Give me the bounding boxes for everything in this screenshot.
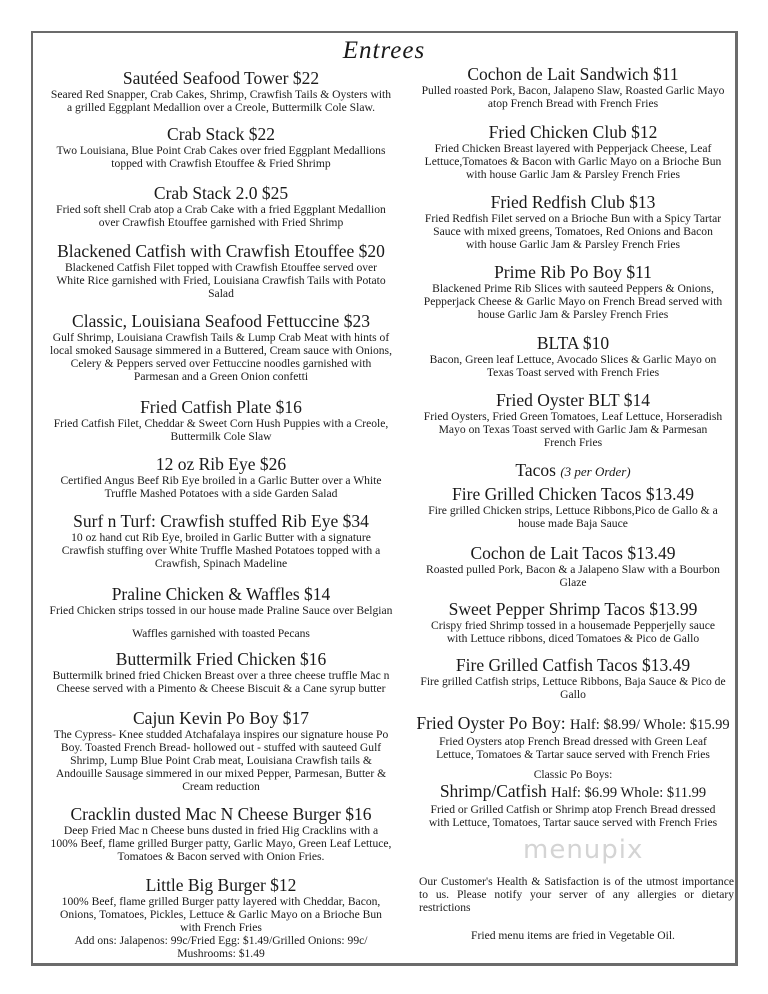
menu-item-description: atop French Bread with French Fries xyxy=(487,97,659,110)
menu-item-description: Shrimp, Lump Blue Point Crab meat, Louisiana Crawfish tails & xyxy=(70,754,372,767)
menu-item-name: Cracklin dusted Mac N Cheese Burger $16 xyxy=(70,804,372,824)
menu-item-name: Crab Stack 2.0 $25 xyxy=(153,183,289,203)
menu-item-description: French Fries xyxy=(543,436,603,449)
menu-item-description: over Crawfish Etouffee garnished with Fried Shrimp xyxy=(98,216,344,229)
menu-item-title xyxy=(413,192,733,212)
menu-item-title xyxy=(413,781,733,803)
menu-item-title xyxy=(35,804,407,824)
menu-item xyxy=(35,397,407,443)
menu-item-description: Cream reduction xyxy=(182,780,260,793)
menu-item xyxy=(413,64,733,110)
menu-item-name: Buttermilk Fried Chicken $16 xyxy=(115,649,327,669)
menu-item-description: Fire grilled Chicken strips, Lettuce Ribbons,Pico de Gallo & a xyxy=(428,504,718,517)
menu-item-name: Crab Stack $22 xyxy=(167,124,275,144)
menu-item-name: Blackened Catfish with Crawfish Etouffee $20 xyxy=(57,241,385,261)
menu-item xyxy=(413,333,733,379)
menu-item-title xyxy=(413,460,733,482)
menu-item xyxy=(35,454,407,500)
menu-item xyxy=(413,599,733,645)
menu-item-description: Celery & Peppers served over Fettuccine noodles garnished with xyxy=(70,357,372,370)
menu-item-description: Salad xyxy=(208,287,234,300)
menu-item-title xyxy=(413,262,733,282)
menu-item-description: Fried Catfish Filet, Cheddar & Sweet Corn Hush Puppies with a Creole, xyxy=(53,417,389,430)
menu-item-name: Fried Oyster BLT $14 xyxy=(495,390,651,410)
menu-item xyxy=(35,68,407,114)
menu-item-description: a grilled Eggplant Medallion over a Creole, Buttermilk Cole Slaw. xyxy=(66,101,376,114)
menu-item-description: Onions, Tomatoes, Pickles, Lettuce & Garlic Mayo on a Brioche Bun xyxy=(60,908,382,921)
menu-item-description: Crispy fried Shrimp tossed in a housemade Pepperjelly sauce xyxy=(431,619,715,632)
menu-item-description: Truffle Mashed Potatoes with a side Garden Salad xyxy=(104,487,338,500)
menupix-watermark: menupix xyxy=(523,835,644,865)
menu-item-title xyxy=(413,390,733,410)
menu-item-description: 10 oz hand cut Rib Eye, broiled in Garlic Butter with a signature xyxy=(71,531,371,544)
menu-item-name: Tacos xyxy=(515,460,561,480)
section-heading-entrees: Entrees xyxy=(342,37,426,64)
menu-item-description: Fire grilled Catfish strips, Lettuce Ribbons, Baja Sauce & Pico de xyxy=(420,675,726,688)
menu-item-description: Fried Redfish Filet served on a Brioche Bun with a Spicy Tartar xyxy=(424,212,722,225)
menu-item-title xyxy=(35,649,407,669)
menu-item xyxy=(413,262,733,321)
menu-item-title xyxy=(35,124,407,144)
menu-item-title xyxy=(35,584,407,604)
menu-item-description: Lettuce, Tomatoes & Tartar sauce served with French Fries xyxy=(436,748,710,761)
menu-item xyxy=(35,708,407,793)
menu-item-name: Fire Grilled Chicken Tacos $13.49 xyxy=(452,484,694,504)
menu-item-name: Praline Chicken & Waffles $14 xyxy=(111,584,331,604)
menu-item-title xyxy=(35,241,407,261)
menu-item-name: Sautéed Seafood Tower $22 xyxy=(122,68,320,88)
menu-item-description: White Rice garnished with Fried, Louisiana Crawfish Tails with Potato xyxy=(56,274,386,287)
menu-item-description: Fried Oysters, Fried Green Tomatoes, Leaf Lettuce, Horseradish xyxy=(423,410,723,423)
menu-item-name: Fried Oyster Po Boy: xyxy=(416,713,570,733)
menu-item-description: Two Louisiana, Blue Point Crab Cakes over fried Eggplant Medallions xyxy=(56,144,386,157)
menu-item-description: Gulf Shrimp, Louisiana Crawfish Tails & Lump Crab Meat with hints of xyxy=(52,331,390,344)
menu-item-description: 100% Beef, flame grilled Burger patty, Garlic Mayo, Green Leaf Lettuce, xyxy=(50,837,392,850)
menu-item-description: Parmesan and a Green Onion confetti xyxy=(133,370,309,383)
menu-item-description: with house Garlic Jam & Parsley French Fries xyxy=(465,168,681,181)
menu-item-name: Fried Catfish Plate $16 xyxy=(140,397,302,417)
menu-item-description: Cheese served with a Pimento & Cheese Biscuit & a Cane syrup butter xyxy=(56,682,386,695)
menu-item-title xyxy=(413,655,733,675)
menu-item-description: Blackened Catfish Filet topped with Crawfish Etouffee served over xyxy=(64,261,378,274)
menu-item-description: Pulled roasted Pork, Bacon, Jalapeno Slaw, Roasted Garlic Mayo xyxy=(421,84,725,97)
menu-item-price: Half: $6.99 Whole: $11.99 xyxy=(551,785,707,801)
menu-item xyxy=(35,649,407,695)
menu-item-description: Gallo xyxy=(560,688,586,701)
menu-item-description: Mushrooms: $1.49 xyxy=(177,947,265,960)
health-note: Our Customer's Health & Satisfaction is of the utmost importance to us. Please notify your server of any allergies or dietary restrictions xyxy=(419,875,734,914)
menu-item xyxy=(35,183,407,229)
menu-item xyxy=(413,460,733,482)
menu-item-price: Half: $8.99/ Whole: $15.99 xyxy=(570,717,730,733)
menu-item-description: Roasted pulled Pork, Bacon & a Jalapeno Slaw with a Bourbon xyxy=(426,563,720,576)
menu-item-title xyxy=(413,713,733,735)
menu-item-description: Fried Chicken strips tossed in our house made Praline Sauce over Belgian xyxy=(49,604,393,617)
menu-item-title xyxy=(35,311,407,331)
menu-item-title xyxy=(35,454,407,474)
menu-item-description: Tomatoes & Bacon served with Onion Fries. xyxy=(117,850,325,863)
menu-item-name: Fried Chicken Club $12 xyxy=(488,122,658,142)
menu-item xyxy=(413,390,733,449)
menu-item-title xyxy=(413,64,733,84)
menu-item-description: Mayo on Texas Toast served with Garlic Jam & Parmesan xyxy=(438,423,708,436)
menu-item-name: 12 oz Rib Eye $26 xyxy=(155,454,287,474)
menu-item-description: Seared Red Snapper, Crab Cakes, Shrimp, Crawfish Tails & Oysters with xyxy=(50,88,392,101)
menu-item-name: Sweet Pepper Shrimp Tacos $13.99 xyxy=(448,599,698,619)
menu-item-description: Deep Fried Mac n Cheese buns dusted in fried Hig Cracklins with a xyxy=(63,824,379,837)
menu-item-description: Boy. Toasted French Bread- hollowed out - stuffed with sauteed Gulf xyxy=(60,741,382,754)
menu-item xyxy=(413,713,733,761)
menu-item xyxy=(413,484,733,530)
menu-item xyxy=(413,543,733,589)
menu-item-description: Waffles garnished with toasted Pecans xyxy=(132,627,310,640)
menu-item-description: Glaze xyxy=(559,576,587,589)
menu-item xyxy=(35,584,407,640)
menu-item-description: The Cypress- Knee studded Atchafalaya inspires our signature house Po xyxy=(53,728,389,741)
menu-item-description: Fried or Grilled Catfish or Shrimp atop French Bread dressed xyxy=(430,803,716,816)
menu-item-name: Classic, Louisiana Seafood Fettuccine $23 xyxy=(72,311,370,331)
menu-item-name: Fire Grilled Catfish Tacos $13.49 xyxy=(455,655,691,675)
menu-item-description: local smoked Sausage simmered in a Buttered, Cream sauce with Onions, xyxy=(50,344,392,357)
menu-page xyxy=(31,31,738,966)
menu-item-description: Sauce with mixed greens, Tomatoes, Red Onions and Bacon xyxy=(433,225,713,238)
menu-item-name: BLTA $10 xyxy=(536,333,610,353)
menu-item-description: with house Garlic Jam & Parsley French Fries xyxy=(465,238,681,251)
menu-item xyxy=(413,655,733,701)
menu-item xyxy=(35,804,407,863)
menu-item-title xyxy=(35,708,407,728)
menu-item xyxy=(35,311,407,383)
menu-item-description: 100% Beef, flame grilled Burger patty layered with Cheddar, Bacon, xyxy=(61,895,381,908)
menu-item-name: Shrimp/Catfish xyxy=(439,781,552,801)
menu-item xyxy=(35,511,407,570)
menu-item-title xyxy=(413,599,733,619)
menu-item-title xyxy=(35,875,407,895)
menu-item-title xyxy=(35,397,407,417)
menu-item-description: with French Fries xyxy=(180,921,262,934)
menu-item-description: house Garlic Jam & Parsley French Fries xyxy=(477,308,669,321)
menu-item-description: Crawfish stuffing over White Truffle Mashed Potatoes topped with a xyxy=(61,544,381,557)
menu-item-name: Prime Rib Po Boy $11 xyxy=(494,262,652,282)
menu-item-name: Cajun Kevin Po Boy $17 xyxy=(133,708,309,728)
menu-item xyxy=(413,192,733,251)
menu-item-description: with Lettuce, Tomatoes, Tartar sauce served with French Fries xyxy=(428,816,718,829)
menu-subheading: Classic Po Boys: xyxy=(533,768,613,781)
menu-item xyxy=(413,122,733,181)
menu-item xyxy=(35,241,407,300)
menu-item-description: Buttermilk Cole Slaw xyxy=(170,430,272,443)
menu-item xyxy=(35,124,407,170)
menu-item-description: Blackened Prime Rib Slices with sauteed Peppers & Onions, xyxy=(432,282,714,295)
menu-item xyxy=(35,875,407,960)
menu-item-description: Pepperjack Cheese & Garlic Mayo on French Bread served with xyxy=(423,295,723,308)
menu-item-note: (3 per Order) xyxy=(560,464,631,479)
menu-item-description: Add ons: Jalapenos: 99c/Fried Egg: $1.49/Grilled Onions: 99c/ xyxy=(74,934,368,947)
menu-item-title xyxy=(35,183,407,203)
menu-item-name: Cochon de Lait Sandwich $11 xyxy=(467,64,679,84)
menu-item-title xyxy=(35,511,407,531)
menu-item-description: Buttermilk brined fried Chicken Breast over a three cheese truffle Mac n xyxy=(52,669,390,682)
menu-item-name: Fried Redfish Club $13 xyxy=(490,192,656,212)
menu-item-description: Bacon, Green leaf Lettuce, Avocado Slices & Garlic Mayo on xyxy=(429,353,717,366)
oil-note: Fried menu items are fried in Vegetable Oil. xyxy=(471,929,675,942)
menu-item-description: with Lettuce ribbons, diced Tomatoes & Pico de Gallo xyxy=(446,632,700,645)
menu-item-description: house made Baja Sauce xyxy=(518,517,628,530)
menu-item-description: Andouille Sausage simmered in our mixed Pepper, Parmesan, Butter & xyxy=(55,767,387,780)
menu-item-name: Surf n Turf: Crawfish stuffed Rib Eye $34 xyxy=(73,511,369,531)
menu-item-description: Certified Angus Beef Rib Eye broiled in a Garlic Butter over a White xyxy=(60,474,382,487)
menu-item-description: Crawfish, Spinach Madeline xyxy=(154,557,288,570)
menu-item-title xyxy=(413,484,733,504)
menu-item-description: Texas Toast served with French Fries xyxy=(486,366,660,379)
menu-item-name: Little Big Burger $12 xyxy=(145,875,297,895)
menu-item-title xyxy=(413,122,733,142)
menu-item-description: Fried soft shell Crab atop a Crab Cake with a fried Eggplant Medallion xyxy=(56,203,386,216)
menu-item-name: Cochon de Lait Tacos $13.49 xyxy=(470,543,676,563)
menu-item xyxy=(413,768,733,829)
menu-item-title xyxy=(35,68,407,88)
menu-item-description: Fried Chicken Breast layered with Pepperjack Cheese, Leaf xyxy=(434,142,712,155)
menu-item-description: topped with Crawfish Etouffee & Fried Shrimp xyxy=(111,157,331,170)
menu-item-title xyxy=(413,543,733,563)
menu-item-description: Fried Oysters atop French Bread dressed with Green Leaf xyxy=(439,735,707,748)
menu-item-description: Lettuce,Tomatoes & Bacon with Garlic Mayo on a Brioche Bun xyxy=(424,155,722,168)
menu-item-title xyxy=(413,333,733,353)
